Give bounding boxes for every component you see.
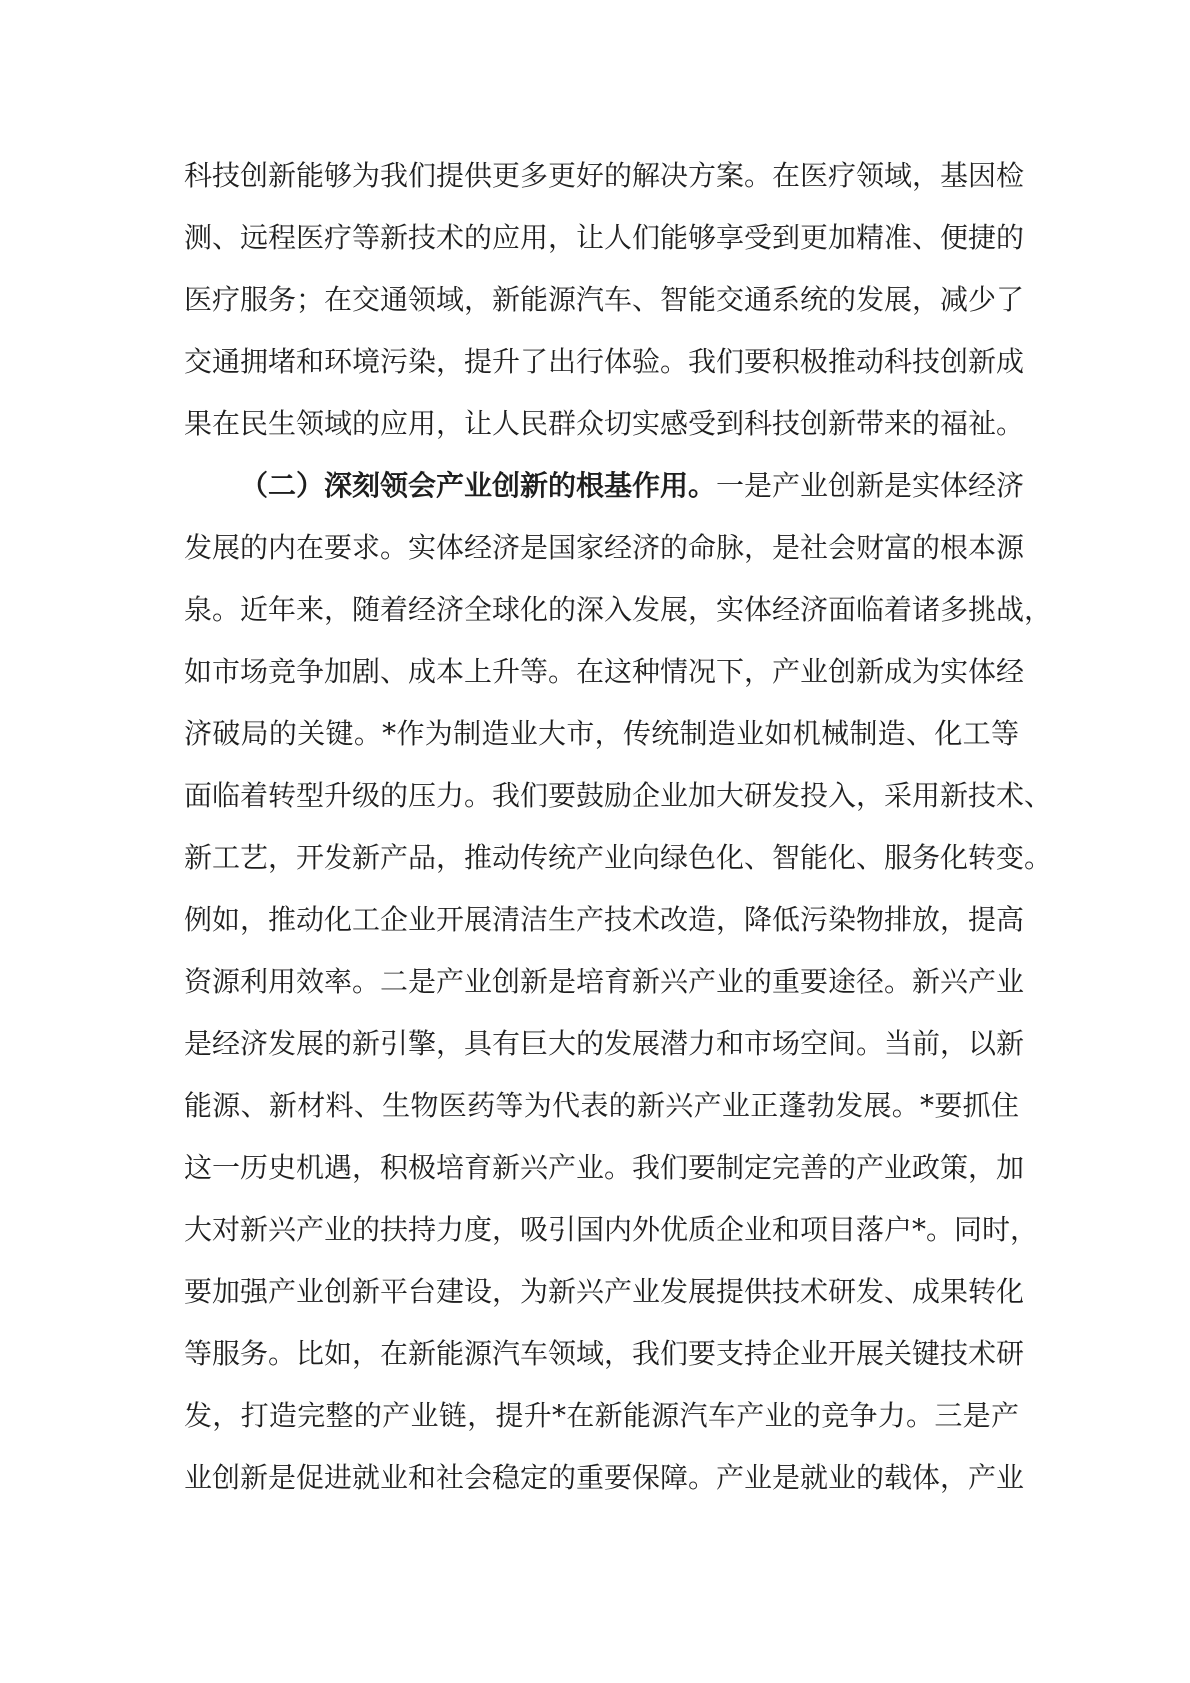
paragraph-line: 果在民生领域的应用，让人民群众切实感受到科技创新带来的福祉。 [184, 407, 1025, 440]
paragraph-line: 交通拥堵和环境污染，提升了出行体验。我们要积极推动科技创新成 [184, 345, 1025, 378]
paragraph-line: 面临着转型升级的压力。我们要鼓励企业加大研发投入，采用新技术、 [184, 779, 1053, 812]
heading-continuation: 一是产业创新是实体经济 [716, 469, 1025, 502]
paragraph-line: 新工艺，开发新产品，推动传统产业向绿色化、智能化、服务化转变。 [184, 841, 1053, 874]
paragraph-line: 科技创新能够为我们提供更多更好的解决方案。在医疗领域，基因检 [184, 159, 1025, 192]
paragraph-line: 发，打造完整的产业链，提升*在新能源汽车产业的竞争力。三是产 [184, 1399, 1019, 1432]
paragraph-line: 发展的内在要求。实体经济是国家经济的命脉，是社会财富的根本源 [184, 531, 1025, 564]
section-heading: （二）深刻领会产业创新的根基作用。 [240, 469, 717, 502]
paragraph-industry-innovation [184, 455, 1053, 1509]
paragraph-first-line [184, 455, 1025, 517]
paragraph-line: 能源、新材料、生物医药等为代表的新兴产业正蓬勃发展。*要抓住 [184, 1089, 1019, 1122]
paragraph-line: 测、远程医疗等新技术的应用，让人们能够享受到更加精准、便捷的 [184, 221, 1025, 254]
paragraph-line: 例如，推动化工企业开展清洁生产技术改造，降低污染物排放，提高 [184, 903, 1025, 936]
paragraph-line: 济破局的关键。*作为制造业大市，传统制造业如机械制造、化工等 [184, 717, 1019, 750]
paragraph-line: 大对新兴产业的扶持力度，吸引国内外优质企业和项目落户*。同时， [184, 1213, 1039, 1246]
paragraph-line: 泉。近年来，随着经济全球化的深入发展，实体经济面临着诸多挑战， [184, 593, 1053, 626]
paragraph-line: 这一历史机遇，积极培育新兴产业。我们要制定完善的产业政策，加 [184, 1151, 1025, 1184]
paragraph-line: 资源利用效率。二是产业创新是培育新兴产业的重要途径。新兴产业 [184, 965, 1025, 998]
paragraph-line: 医疗服务；在交通领域，新能源汽车、智能交通系统的发展，减少了 [184, 283, 1025, 316]
paragraph-line: 是经济发展的新引擎，具有巨大的发展潜力和市场空间。当前，以新 [184, 1027, 1025, 1060]
paragraph-line: 如市场竞争加剧、成本上升等。在这种情况下，产业创新成为实体经 [184, 655, 1025, 688]
paragraph-line: 等服务。比如，在新能源汽车领域，我们要支持企业开展关键技术研 [184, 1337, 1025, 1370]
paragraph-line: 要加强产业创新平台建设，为新兴产业发展提供技术研发、成果转化 [184, 1275, 1025, 1308]
paragraph-tech-innovation [184, 145, 1025, 455]
paragraph-line: 业创新是促进就业和社会稳定的重要保障。产业是就业的载体，产业 [184, 1461, 1025, 1494]
